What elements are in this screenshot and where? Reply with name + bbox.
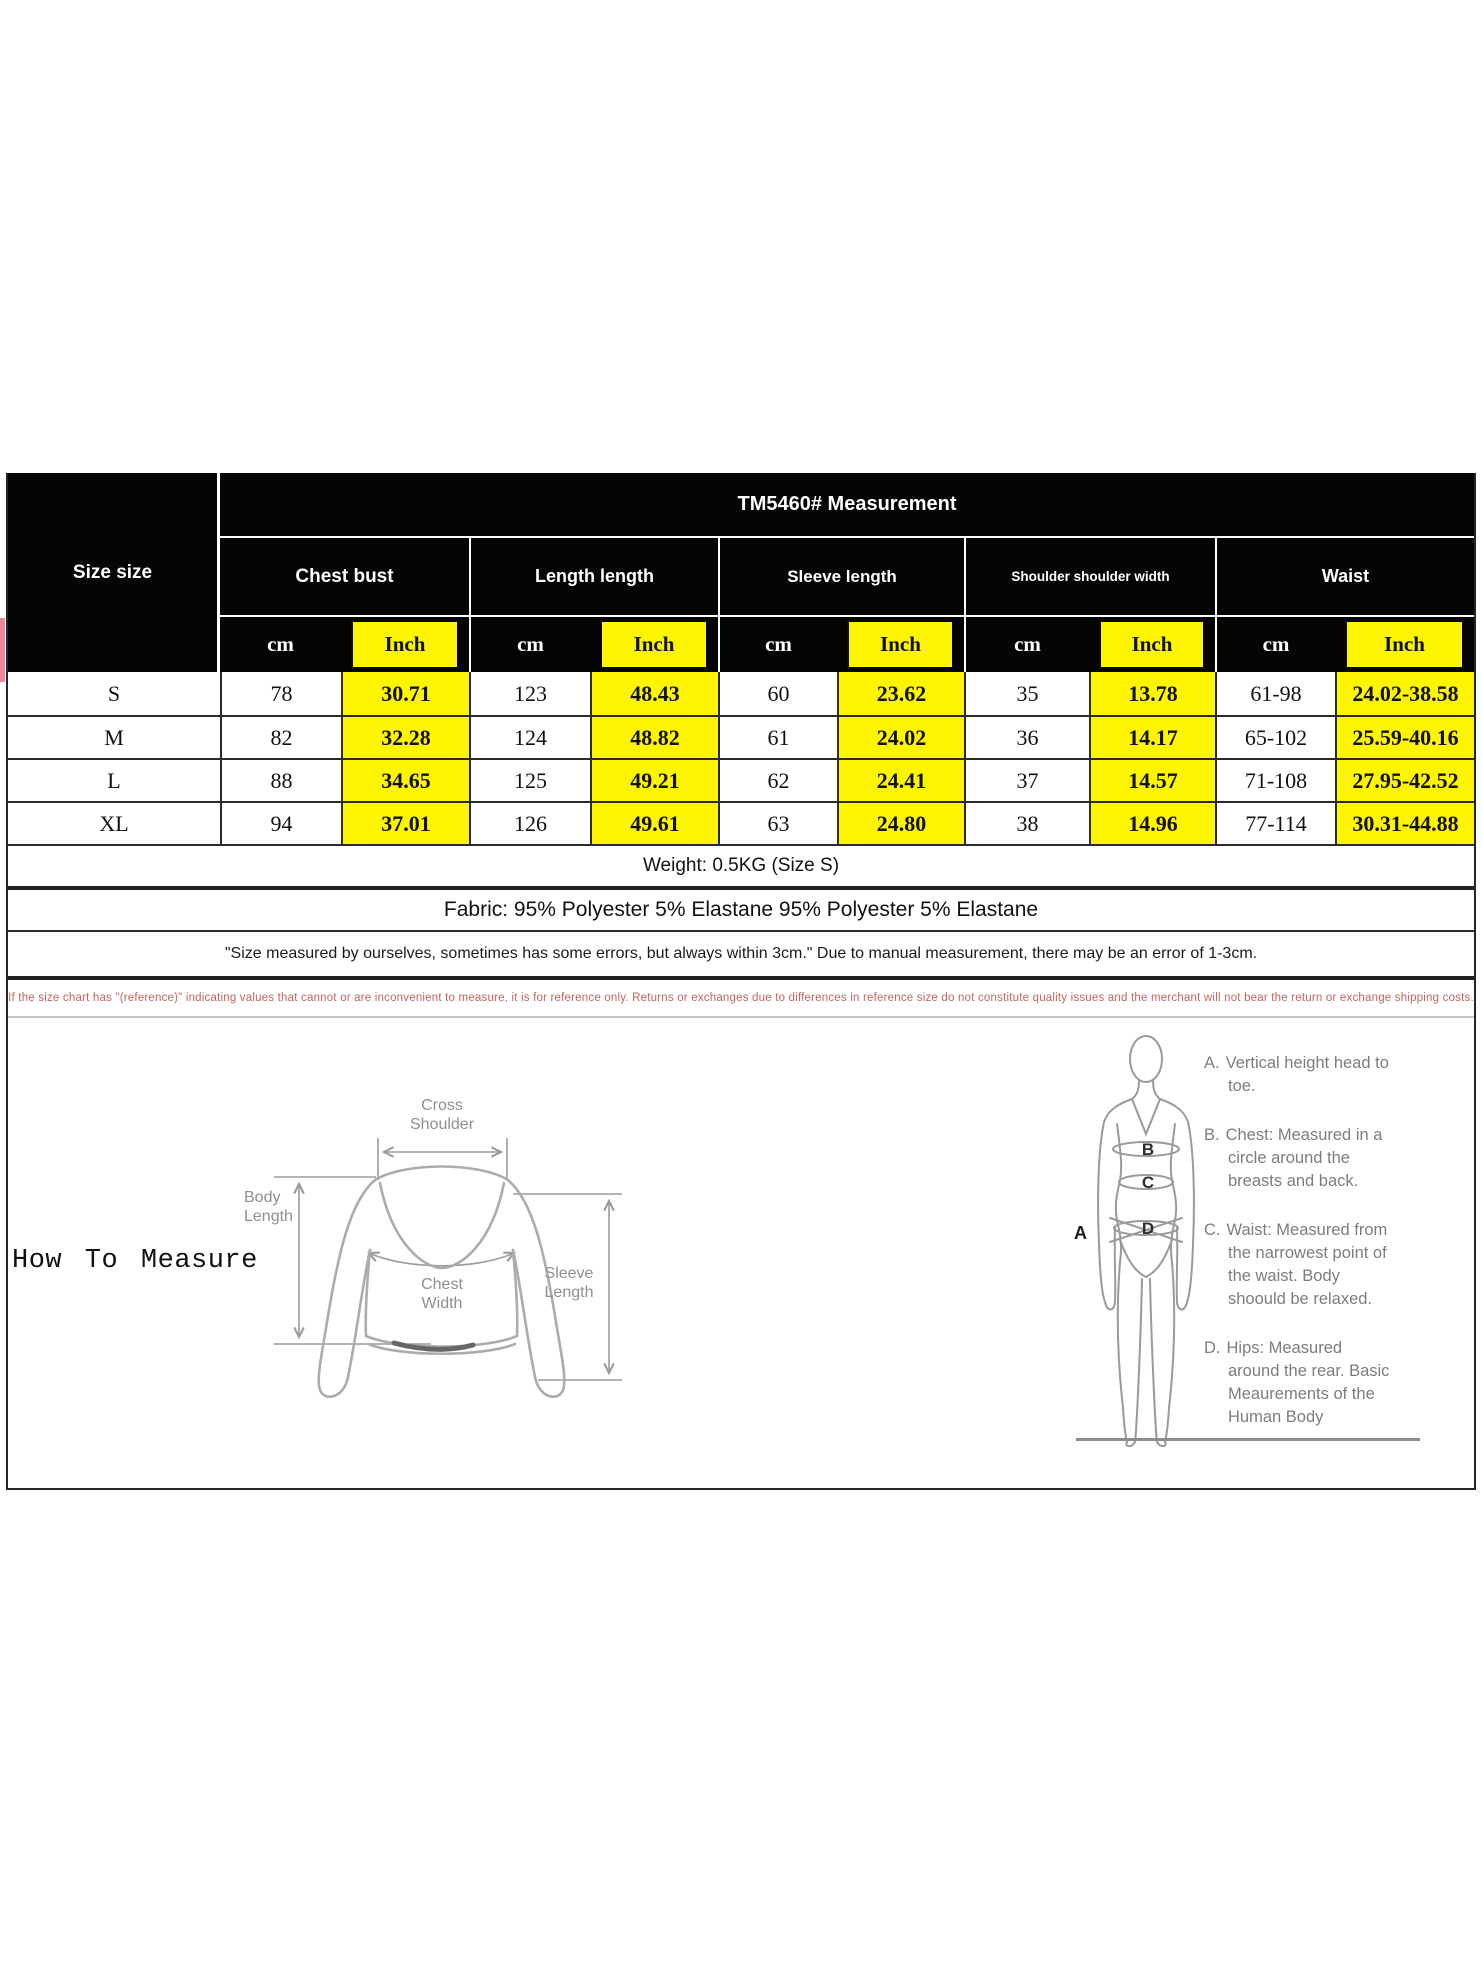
cell-chest-cm: 88 — [220, 760, 341, 801]
cell-waist-cm: 65-102 — [1215, 717, 1335, 758]
chest-width-label-line2: Width — [421, 1295, 463, 1312]
measure-instructions — [1204, 1052, 1390, 1455]
cell-chest-inch: 32.28 — [341, 717, 469, 758]
left-edge-pink-accent — [0, 618, 5, 682]
cell-waist-cm: 71-108 — [1215, 760, 1335, 801]
shirt-measurement-diagram — [226, 1082, 656, 1412]
unit-header-waist-inch — [1335, 617, 1474, 672]
instruction-label: A. — [1204, 1054, 1220, 1072]
unit-header-chest-cm: cm — [267, 632, 294, 656]
cell-size: XL — [99, 810, 129, 836]
instruction-text: Chest: Measured in a circle around the breasts and back. — [1225, 1126, 1383, 1190]
instruction-label: C. — [1204, 1221, 1221, 1239]
unit-header-shoulder-inch — [1089, 617, 1215, 672]
cell-size: S — [107, 680, 121, 706]
how-to-measure-section — [8, 1018, 1474, 1488]
weight-note: Weight: 0.5KG (Size S) — [8, 844, 1474, 886]
unit-header-waist-cm: cm — [1215, 617, 1335, 672]
instruction-b — [1204, 1124, 1390, 1193]
cell-shoulder-cm: 38 — [964, 803, 1089, 844]
unit-header-shoulder-cm: cm — [964, 617, 1089, 672]
figure-letter-b: B — [1141, 1140, 1155, 1159]
cell-length-cm: 125 — [469, 760, 590, 801]
cross-shoulder-label-line2: Shoulder — [409, 1116, 475, 1133]
size-tolerance-note: "Size measured by ourselves, sometimes has some errors, but always within 3cm." Due to manual measurement, there may be an error of 1-3cm. — [8, 930, 1474, 980]
cell-length-inch: 49.21 — [590, 760, 718, 801]
figure-caption-underline — [1076, 1438, 1420, 1441]
cell-sleeve-inch: 24.80 — [837, 803, 964, 844]
table-row-s — [8, 672, 1474, 715]
column-group-length: Length length — [469, 538, 718, 617]
cell-waist-inch: 30.31-44.88 — [1335, 803, 1474, 844]
cell-length-cm: 126 — [469, 803, 590, 844]
column-group-shoulder: Shoulder shoulder width — [964, 538, 1215, 617]
cell-waist-inch: 25.59-40.16 — [1335, 717, 1474, 758]
cross-shoulder-label-line1: Cross — [421, 1097, 463, 1114]
body-length-label-line2: Length — [244, 1208, 293, 1225]
cell-length-inch: 48.43 — [590, 672, 718, 715]
cell-shoulder-cm: 35 — [964, 672, 1089, 715]
cell-sleeve-cm: 61 — [718, 717, 837, 758]
cell-shoulder-inch: 14.57 — [1089, 760, 1215, 801]
chest-width-label-line1: Chest — [421, 1276, 463, 1293]
instruction-c — [1204, 1219, 1390, 1311]
cell-sleeve-inch: 23.62 — [837, 672, 964, 715]
inch-pill: Inch — [849, 622, 952, 667]
how-to-measure-heading: How To Measure — [12, 1246, 258, 1276]
figure-letter-d: D — [1141, 1219, 1155, 1238]
instruction-a — [1204, 1052, 1390, 1098]
cell-length-cm: 123 — [469, 672, 590, 715]
inch-pill: Inch — [353, 622, 457, 667]
sleeve-length-label-line1: Sleeve — [544, 1265, 594, 1282]
inch-pill: Inch — [1347, 622, 1462, 667]
unit-header-length-inch — [590, 617, 718, 672]
measurement-table — [6, 473, 1476, 1490]
instruction-label: B. — [1204, 1126, 1220, 1144]
cell-chest-cm: 78 — [220, 672, 341, 715]
cell-shoulder-inch: 14.17 — [1089, 717, 1215, 758]
body-figure-diagram — [1070, 1032, 1220, 1452]
fine-print-row — [8, 980, 1474, 1018]
instruction-label: D. — [1204, 1339, 1221, 1357]
fabric-note: Fabric: 95% Polyester 5% Elastane 95% Polyester 5% Elastane — [8, 886, 1474, 930]
cell-sleeve-cm: 62 — [718, 760, 837, 801]
body-outline — [1098, 1036, 1194, 1446]
instruction-text: Hips: Measured around the rear. Basic Meaurements of the Human Body — [1226, 1339, 1390, 1426]
cell-shoulder-cm: 36 — [964, 717, 1089, 758]
table-row-l — [8, 758, 1474, 801]
instruction-d — [1204, 1337, 1390, 1429]
cell-length-inch: 49.61 — [590, 803, 718, 844]
figure-letter-a: A — [1074, 1223, 1087, 1243]
unit-header-sleeve-inch — [837, 617, 964, 672]
size-column-header: Size size — [8, 473, 220, 672]
cell-chest-inch: 37.01 — [341, 803, 469, 844]
cell-chest-inch: 30.71 — [341, 672, 469, 715]
table-row-xl — [8, 801, 1474, 844]
body-length-label-line1: Body — [244, 1189, 281, 1206]
cell-chest-cm: 82 — [220, 717, 341, 758]
column-group-waist: Waist — [1215, 538, 1474, 617]
cell-shoulder-inch: 14.96 — [1089, 803, 1215, 844]
unit-header-length-cm: cm — [469, 617, 590, 672]
column-group-sleeve: Sleeve length — [718, 538, 964, 617]
cell-sleeve-cm: 60 — [718, 672, 837, 715]
cell-waist-cm: 77-114 — [1215, 803, 1335, 844]
cell-length-inch: 48.82 — [590, 717, 718, 758]
cell-waist-inch: 24.02-38.58 — [1335, 672, 1474, 715]
measure-guides — [274, 1138, 622, 1380]
cell-waist-inch: 27.95-42.52 — [1335, 760, 1474, 801]
cell-waist-cm: 61-98 — [1215, 672, 1335, 715]
cell-sleeve-inch: 24.02 — [837, 717, 964, 758]
sleeve-length-label-line2: Length — [544, 1284, 594, 1301]
unit-header-chest-inch — [341, 617, 469, 672]
instruction-text: Vertical height head to toe. — [1225, 1054, 1389, 1095]
fine-print-text: If the size chart has "(reference)" indicating values that cannot or are inconvenient to measure, it is for reference only. Returns or exchanges due to differences in reference size do not constitute quality issues and the merchant will not bear the return or exchange shipping costs. — [8, 992, 1474, 1004]
cell-size: M — [104, 724, 124, 750]
inch-pill: Inch — [602, 622, 706, 667]
table-title: TM5460# Measurement — [220, 473, 1474, 538]
column-group-chest: Chest bust — [220, 538, 469, 617]
instruction-text: Waist: Measured from the narrowest point of the waist. Body shoould be relaxed. — [1226, 1221, 1388, 1308]
cell-sleeve-cm: 63 — [718, 803, 837, 844]
cell-shoulder-inch: 13.78 — [1089, 672, 1215, 715]
figure-letter-c: C — [1141, 1173, 1155, 1192]
cell-sleeve-inch: 24.41 — [837, 760, 964, 801]
unit-header-sleeve-cm: cm — [718, 617, 837, 672]
table-row-m — [8, 715, 1474, 758]
table-header — [8, 473, 1474, 672]
cell-length-cm: 124 — [469, 717, 590, 758]
cell-size: L — [107, 767, 121, 793]
inch-pill: Inch — [1101, 622, 1203, 667]
cell-shoulder-cm: 37 — [964, 760, 1089, 801]
cell-chest-inch: 34.65 — [341, 760, 469, 801]
cell-chest-cm: 94 — [220, 803, 341, 844]
